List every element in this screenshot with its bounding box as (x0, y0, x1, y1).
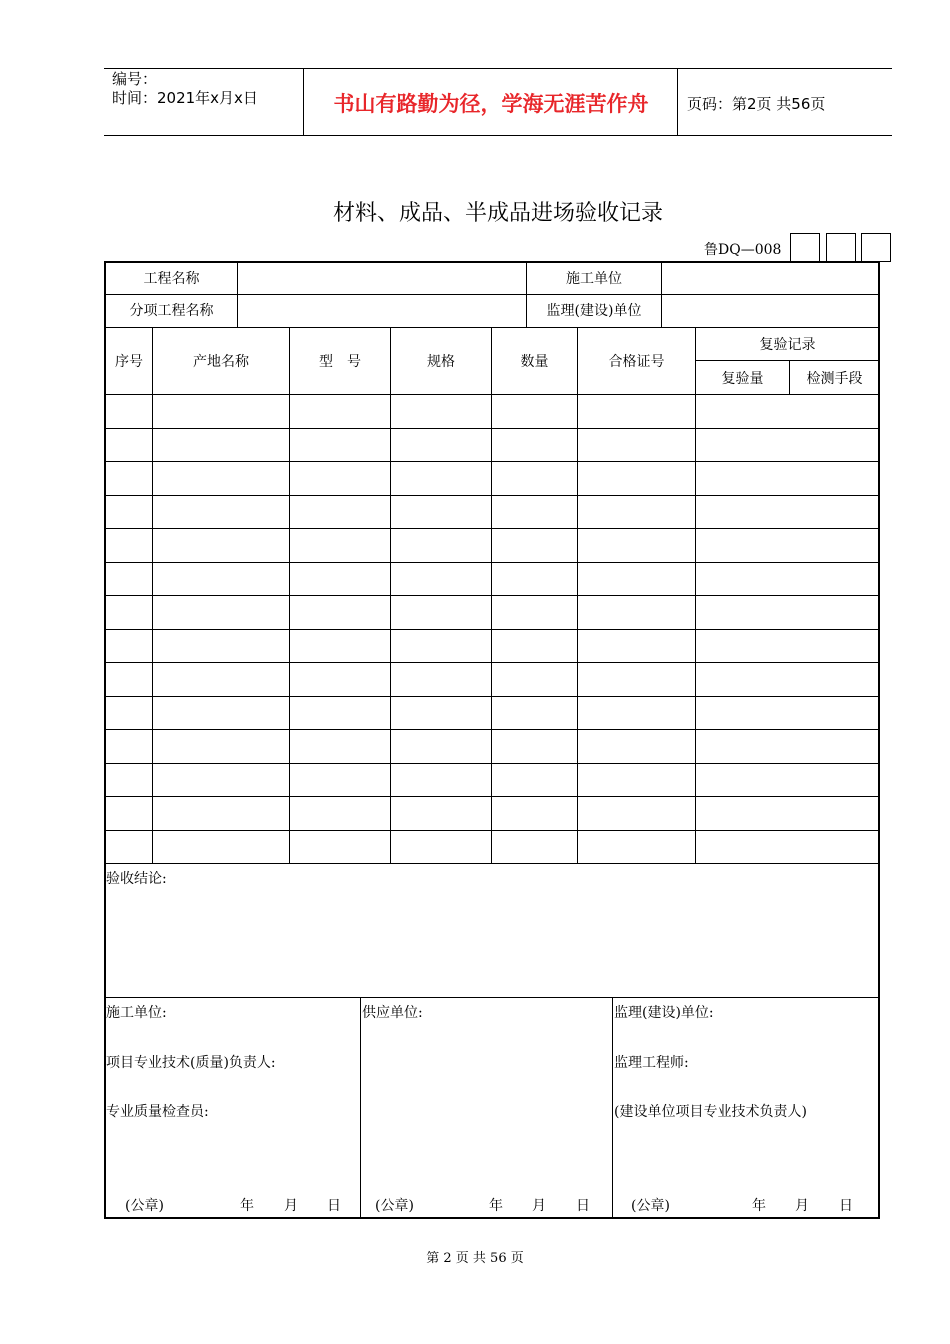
table-cell[interactable] (391, 831, 491, 863)
header-divider-right (677, 68, 678, 136)
table-cell[interactable] (106, 596, 152, 628)
table-cell[interactable] (578, 831, 695, 863)
table-cell[interactable] (106, 529, 152, 561)
table-cell[interactable] (578, 496, 695, 528)
table-cell[interactable] (106, 563, 152, 595)
col-header-spec: 规格 (427, 354, 455, 370)
col-header-retest-amount: 复验量 (721, 371, 764, 387)
sig-construction-seal: (公章) (125, 1198, 164, 1214)
table-cell[interactable] (578, 596, 695, 628)
page-footer: 第 2 页 共 56 页 (426, 1251, 524, 1266)
table-cell[interactable] (492, 529, 577, 561)
signature-divider (612, 997, 613, 1218)
table-cell[interactable] (153, 596, 289, 628)
supervision-unit-field[interactable] (662, 295, 878, 327)
table-cell[interactable] (492, 831, 577, 863)
table-cell[interactable] (290, 697, 390, 729)
code-box-2[interactable] (826, 233, 856, 262)
signature-top-line (104, 997, 880, 998)
table-cell[interactable] (391, 764, 491, 796)
table-cell[interactable] (578, 764, 695, 796)
table-cell[interactable] (153, 663, 289, 695)
subproject-name-field[interactable] (238, 295, 526, 327)
table-cell[interactable] (106, 395, 152, 427)
table-cell[interactable] (290, 831, 390, 863)
table-cell[interactable] (391, 630, 491, 662)
table-cell[interactable] (290, 663, 390, 695)
table-cell[interactable] (153, 496, 289, 528)
table-cell[interactable] (290, 730, 390, 762)
signature-divider (360, 997, 361, 1218)
col-header-seq: 序号 (115, 354, 143, 370)
table-cell[interactable] (696, 496, 878, 528)
table-cell[interactable] (492, 764, 577, 796)
sig-supplier-day: 日 (576, 1198, 590, 1214)
table-cell[interactable] (106, 462, 152, 494)
code-box-1[interactable] (790, 233, 820, 262)
table-cell[interactable] (492, 395, 577, 427)
table-cell[interactable] (290, 797, 390, 829)
table-cell[interactable] (153, 764, 289, 796)
table-cell[interactable] (696, 630, 878, 662)
table-cell[interactable] (696, 831, 878, 863)
col-header-test-method: 检测手段 (806, 371, 863, 387)
table-cell[interactable] (578, 395, 695, 427)
header-top-line (104, 68, 892, 69)
table-cell[interactable] (106, 730, 152, 762)
header-meta (112, 70, 258, 108)
sig-supervision-seal: (公章) (631, 1198, 670, 1214)
table-cell[interactable] (696, 730, 878, 762)
table-cell[interactable] (492, 563, 577, 595)
col-header-model: 型 号 (319, 354, 361, 370)
sig-construction-unit: 施工单位: (106, 1005, 167, 1021)
table-cell[interactable] (578, 529, 695, 561)
table-cell[interactable] (696, 697, 878, 729)
table-bottom-line (104, 863, 880, 864)
table-cell[interactable] (153, 697, 289, 729)
table-cell[interactable] (290, 529, 390, 561)
table-cell[interactable] (106, 429, 152, 461)
time-label: 时间：2021年x月x日 (112, 89, 258, 107)
row-line (104, 327, 880, 328)
document-title: 材料、成品、半成品进场验收记录 (332, 201, 663, 226)
code-box-3[interactable] (861, 233, 891, 262)
table-cell[interactable] (696, 462, 878, 494)
table-cell[interactable] (696, 596, 878, 628)
table-cell[interactable] (696, 529, 878, 561)
table-cell[interactable] (153, 462, 289, 494)
table-cell[interactable] (492, 630, 577, 662)
sig-construction-year: 年 (240, 1198, 254, 1214)
table-cell[interactable] (391, 563, 491, 595)
header-motto: 书山有路勤为径，学海无涯苦作舟 (333, 92, 649, 116)
sig-construction-month: 月 (284, 1198, 298, 1214)
table-cell[interactable] (290, 429, 390, 461)
table-cell[interactable] (153, 831, 289, 863)
sig-supervision-owner-note: (建设单位项目专业技术负责人) (614, 1104, 807, 1120)
sig-supplier-year: 年 (489, 1198, 503, 1214)
project-name-field[interactable] (238, 263, 526, 294)
table-cell[interactable] (391, 429, 491, 461)
table-cell[interactable] (106, 797, 152, 829)
sig-construction-techlead: 项目专业技术(质量)负责人: (106, 1055, 276, 1071)
table-cell[interactable] (153, 630, 289, 662)
table-cell[interactable] (578, 630, 695, 662)
table-cell[interactable] (106, 630, 152, 662)
col-header-retest-record: 复验记录 (759, 337, 816, 353)
sig-supervision-unit: 监理(建设)单位: (614, 1005, 714, 1021)
table-cell[interactable] (290, 630, 390, 662)
header-page-info: 页码：第2页 共56页 (687, 95, 826, 113)
table-cell[interactable] (696, 429, 878, 461)
table-cell[interactable] (153, 797, 289, 829)
table-cell[interactable] (578, 697, 695, 729)
table-cell[interactable] (153, 395, 289, 427)
table-cell[interactable] (391, 496, 491, 528)
table-cell[interactable] (578, 462, 695, 494)
table-cell[interactable] (391, 730, 491, 762)
header-divider-left (303, 68, 304, 136)
table-cell[interactable] (578, 429, 695, 461)
table-cell[interactable] (153, 529, 289, 561)
table-cell[interactable] (391, 596, 491, 628)
table-cell[interactable] (106, 697, 152, 729)
number-label: 编号： (112, 70, 158, 88)
table-cell[interactable] (696, 395, 878, 427)
construction-unit-field[interactable] (662, 263, 878, 294)
table-cell[interactable] (696, 563, 878, 595)
table-cell[interactable] (290, 764, 390, 796)
project-name-label: 工程名称 (143, 271, 200, 287)
table-cell[interactable] (578, 563, 695, 595)
table-cell[interactable] (578, 730, 695, 762)
table-cell[interactable] (290, 395, 390, 427)
table-cell[interactable] (290, 596, 390, 628)
conclusion-label: 验收结论: (106, 871, 167, 887)
table-cell[interactable] (391, 663, 491, 695)
sig-construction-day: 日 (327, 1198, 341, 1214)
table-cell[interactable] (492, 596, 577, 628)
col-header-origin: 产地名称 (193, 354, 249, 370)
table-cell[interactable] (696, 797, 878, 829)
table-cell[interactable] (492, 697, 577, 729)
supervision-unit-label: 监理(建设)单位 (546, 303, 642, 319)
sig-supervision-year: 年 (752, 1198, 766, 1214)
table-cell[interactable] (290, 462, 390, 494)
table-cell[interactable] (696, 764, 878, 796)
col-header-quantity: 数量 (520, 354, 549, 370)
table-cell[interactable] (153, 730, 289, 762)
conclusion-field[interactable] (106, 890, 878, 996)
table-cell[interactable] (696, 663, 878, 695)
table-cell[interactable] (391, 395, 491, 427)
col-header-certificate: 合格证号 (608, 354, 665, 370)
table-cell[interactable] (492, 429, 577, 461)
table-cell[interactable] (290, 563, 390, 595)
header-bottom-line (104, 135, 892, 136)
table-cell[interactable] (578, 797, 695, 829)
table-cell[interactable] (492, 797, 577, 829)
table-cell[interactable] (578, 663, 695, 695)
table-cell[interactable] (106, 663, 152, 695)
table-cell[interactable] (391, 797, 491, 829)
table-cell[interactable] (391, 697, 491, 729)
subproject-name-label: 分项工程名称 (129, 303, 214, 319)
sig-construction-inspector: 专业质量检查员: (106, 1104, 209, 1120)
table-cell[interactable] (153, 563, 289, 595)
sig-supplier-unit: 供应单位: (362, 1005, 423, 1021)
header-split-line (695, 360, 879, 361)
table-cell[interactable] (106, 496, 152, 528)
table-cell[interactable] (391, 462, 491, 494)
table-cell[interactable] (492, 663, 577, 695)
sig-supplier-seal: (公章) (375, 1198, 414, 1214)
table-cell[interactable] (290, 496, 390, 528)
sig-supplier-month: 月 (532, 1198, 546, 1214)
sig-supervision-engineer: 监理工程师: (614, 1055, 689, 1071)
form-code: 鲁DQ—008 (704, 242, 782, 258)
table-cell[interactable] (391, 529, 491, 561)
sig-supervision-day: 日 (839, 1198, 853, 1214)
sig-supervision-month: 月 (795, 1198, 809, 1214)
table-cell[interactable] (106, 831, 152, 863)
table-cell[interactable] (106, 764, 152, 796)
construction-unit-label: 施工单位 (566, 271, 622, 287)
table-cell[interactable] (153, 429, 289, 461)
table-cell[interactable] (492, 462, 577, 494)
table-cell[interactable] (492, 730, 577, 762)
table-cell[interactable] (492, 496, 577, 528)
